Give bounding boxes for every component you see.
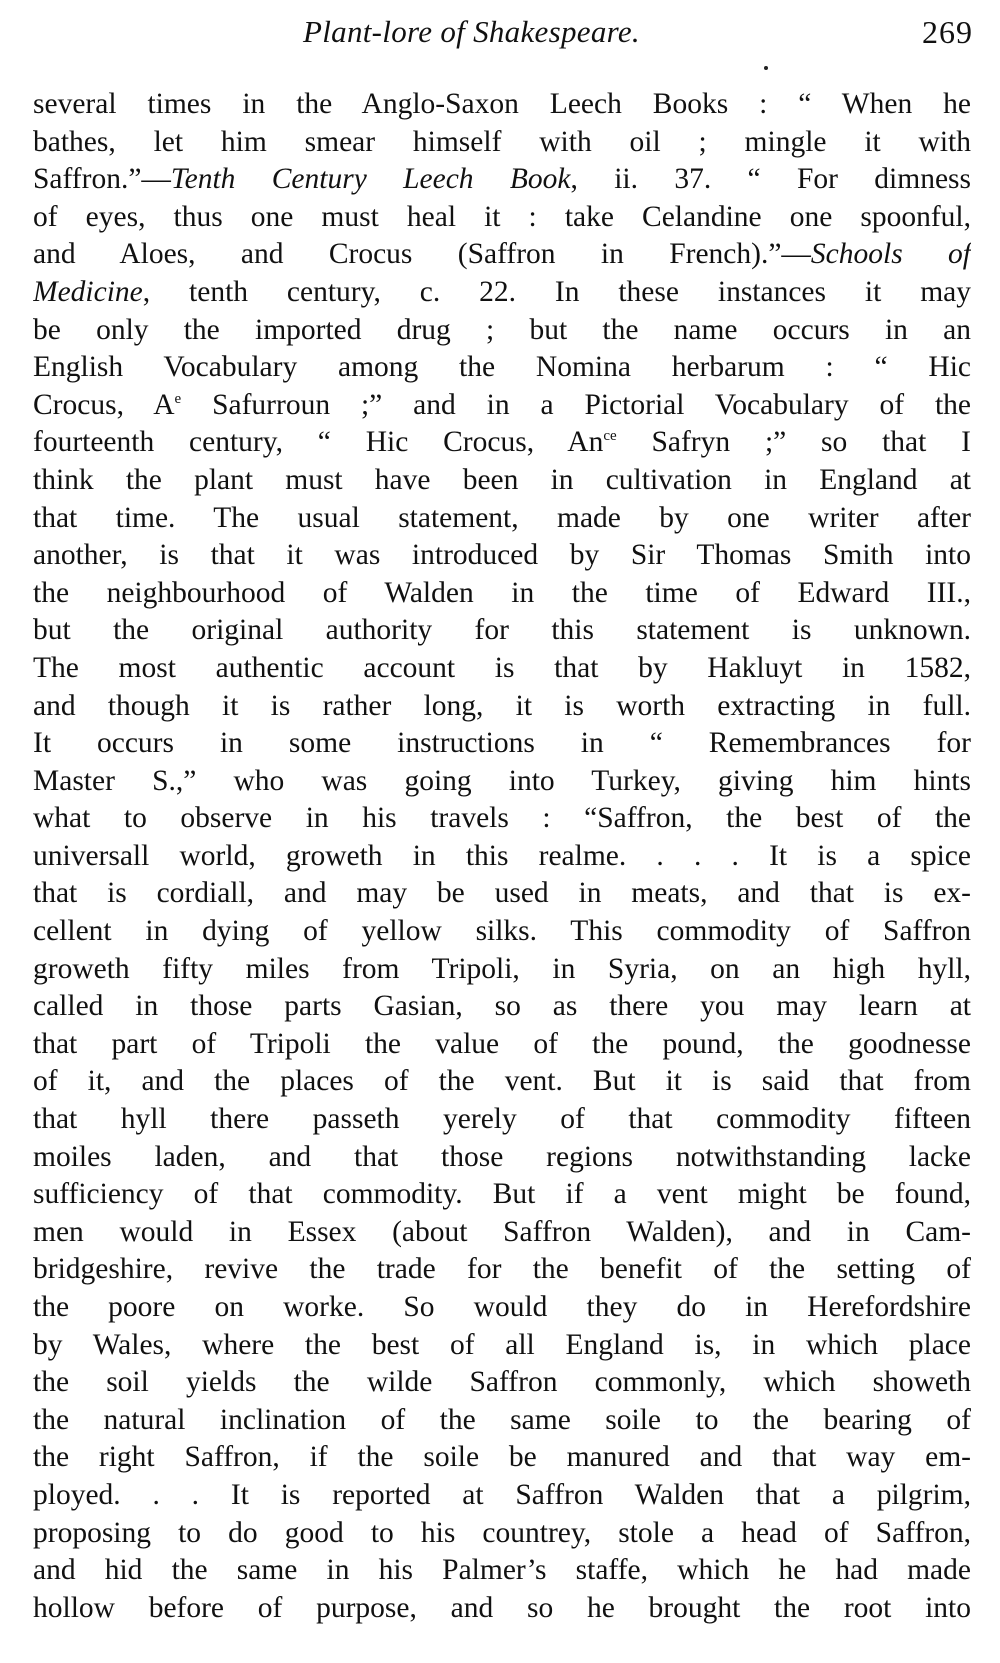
text-line	[33, 1063, 971, 1101]
italic-citation: Schools of	[810, 238, 971, 271]
text-line	[33, 537, 971, 575]
text-segment: bridgeshire, revive the trade for the benefit of the setting of	[33, 1253, 971, 1286]
text-line	[33, 575, 971, 613]
text-line	[33, 951, 971, 989]
text-line	[33, 1176, 971, 1214]
text-segment: sufficiency of that commodity. But if a vent might be found,	[33, 1178, 971, 1211]
running-title: Plant-lore of Shakespeare.	[303, 14, 640, 49]
italic-citation: Medicine	[33, 275, 143, 308]
text-segment: think the plant must have been in cultivation in England at	[33, 463, 971, 496]
text-line	[33, 424, 971, 462]
text-segment: and hid the same in his Palmer’s staffe, which he had made	[33, 1554, 971, 1587]
text-line	[33, 688, 971, 726]
body-text	[33, 86, 971, 1627]
text-segment: the poore on worke. So would they do in Herefordshire	[33, 1291, 971, 1323]
text-line	[33, 500, 971, 538]
text-segment: Saffron.”—	[33, 163, 171, 196]
text-segment: , tenth century, c. 22. In these instances it may	[142, 275, 971, 308]
text-segment: , ii. 37. “ For dimness	[570, 163, 971, 196]
text-line	[33, 725, 971, 763]
text-line	[33, 763, 971, 801]
text-line	[33, 1327, 971, 1365]
text-segment: Safurroun ;” and in a Pictorial Vocabulary of the	[181, 388, 971, 421]
text-line	[33, 387, 971, 425]
text-line	[33, 86, 971, 124]
text-segment: bathes, let him smear himself with oil ; mingle it with	[33, 125, 971, 158]
text-segment: Safryn ;” so that I	[616, 426, 971, 459]
superscript: ce	[603, 428, 617, 445]
page-number: 269	[922, 14, 973, 50]
text-line	[33, 913, 971, 951]
text-line	[33, 1552, 971, 1590]
text-line	[33, 1101, 971, 1139]
text-segment: another, is that it was introduced by Sir Thomas Smith into	[33, 539, 971, 572]
text-line	[33, 1402, 971, 1440]
text-line	[33, 800, 971, 838]
text-segment: Crocus, A	[33, 388, 175, 421]
text-segment: be only the imported drug ; but the name occurs in an	[33, 313, 971, 346]
text-segment: by Wales, where the best of all England is, in which place	[33, 1328, 971, 1361]
text-line	[33, 161, 971, 199]
text-line	[33, 236, 971, 274]
text-line	[33, 462, 971, 500]
text-line	[33, 1439, 971, 1477]
text-line	[33, 1214, 971, 1252]
text-segment: that hyll there passeth yerely of that commodity fifteen	[33, 1103, 971, 1136]
text-line	[33, 1026, 971, 1064]
text-line	[33, 1364, 971, 1402]
text-segment: that part of Tripoli the value of the pound, the goodnesse	[33, 1027, 971, 1060]
text-line	[33, 838, 971, 876]
text-segment: that is cordiall, and may be used in meats, and that is ex-	[33, 877, 971, 910]
text-segment: the neighbourhood of Walden in the time of Edward III.,	[33, 576, 971, 609]
superscript: e	[174, 390, 182, 407]
ink-speck	[764, 66, 768, 70]
text-segment: men would in Essex (about Saffron Walden), and in Cam-	[33, 1215, 971, 1248]
text-segment: fourteenth century, “ Hic Crocus, An	[33, 426, 604, 459]
text-line	[33, 1251, 971, 1289]
running-head	[33, 14, 973, 58]
text-segment: of it, and the places of the vent. But it is said that from	[33, 1065, 971, 1098]
text-segment: the right Saffron, if the soile be manured and that way em-	[33, 1441, 971, 1474]
text-segment: but the original authority for this statement is unknown.	[33, 614, 971, 647]
text-line	[33, 124, 971, 162]
text-line	[33, 1289, 971, 1327]
text-segment: the soil yields the wilde Saffron commonly, which showeth	[33, 1366, 971, 1399]
text-segment: moiles laden, and that those regions notwithstanding lacke	[33, 1140, 971, 1173]
text-segment: cellent in dying of yellow silks. This commodity of Saffron	[33, 915, 971, 948]
text-segment: groweth fifty miles from Tripoli, in Syria, on an high hyll,	[33, 952, 971, 985]
text-segment: called in those parts Gasian, so as there you may learn at	[33, 990, 971, 1023]
text-segment: several times in the Anglo-Saxon Leech Books : “ When he	[33, 88, 971, 120]
text-line	[33, 875, 971, 913]
text-line	[33, 612, 971, 650]
text-segment: the natural inclination of the same soile to the bearing of	[33, 1403, 971, 1436]
text-segment: what to observe in his travels : “Saffron, the best of the	[33, 802, 971, 835]
text-segment: that time. The usual statement, made by one writer after	[33, 501, 971, 534]
italic-citation: Tenth Century Leech Book	[170, 163, 571, 196]
text-line	[33, 349, 971, 387]
text-line	[33, 1139, 971, 1177]
text-segment: English Vocabulary among the Nomina herbarum : “ Hic	[33, 351, 971, 384]
text-segment: Master S.,” who was going into Turkey, giving him hints	[33, 764, 971, 797]
text-line	[33, 1477, 971, 1515]
text-segment: and though it is rather long, it is worth extracting in full.	[33, 689, 971, 722]
text-segment: proposing to do good to his countrey, stole a head of Saffron,	[33, 1516, 971, 1549]
text-segment: and Aloes, and Crocus (Saffron in French).”—	[33, 238, 811, 271]
text-line	[33, 650, 971, 688]
text-line	[33, 1515, 971, 1553]
text-segment: hollow before of purpose, and so he brought the root into	[33, 1591, 971, 1624]
text-line	[33, 988, 971, 1026]
text-segment: The most authentic account is that by Hakluyt in 1582,	[33, 651, 971, 684]
text-line	[33, 199, 971, 237]
text-segment: of eyes, thus one must heal it : take Celandine one spoonful,	[33, 200, 971, 233]
text-segment: ployed. . . It is reported at Saffron Walden that a pilgrim,	[33, 1478, 971, 1511]
text-line	[33, 274, 971, 312]
text-line	[33, 1590, 971, 1628]
text-line	[33, 312, 971, 350]
text-segment: It occurs in some instructions in “ Remembrances for	[33, 727, 971, 760]
text-segment: universall world, groweth in this realme. . . . It is a spice	[33, 839, 971, 872]
